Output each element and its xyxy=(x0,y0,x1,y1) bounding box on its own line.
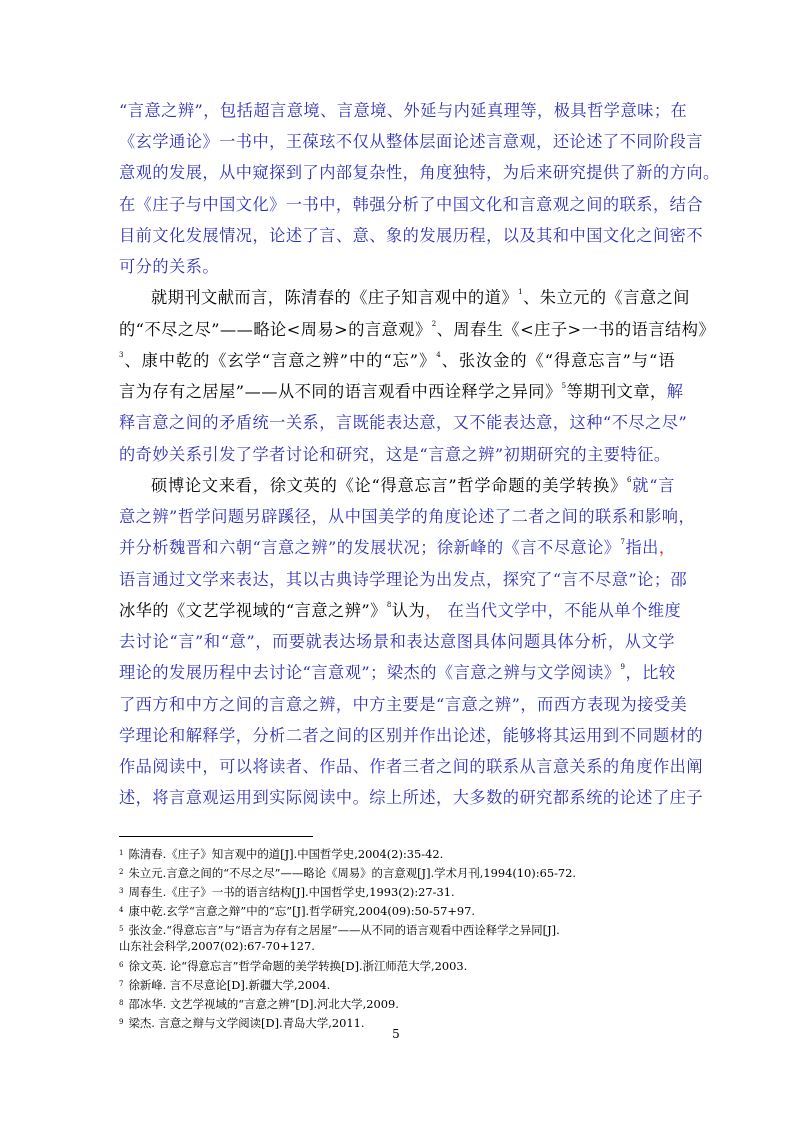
footnote-marker: 2 xyxy=(431,320,437,328)
paragraph-line: 冰华的《文艺学视域的“言意之辨”》$^8$认为， 在当代文学中，不能从单个维度 xyxy=(119,601,682,620)
footnote: $^7$ 徐新峰. 言不尽意论[D].新疆大学,2004. xyxy=(119,978,331,992)
footnote: $^2$ 朱立元.言意之间的“不尽之尽”——略论《周易》的言意观[J].学术月刊,1994(10):65-72. xyxy=(119,866,577,880)
paragraph-line: 并分析魏晋和六朝“言意之辨”的发展状况；徐新峰的《言不尽意论》$^7$指出， xyxy=(119,538,676,557)
footnote: $^5$ 张汝金.“得意忘言”与“语言为存有之居屋”——从不同的语言观看中西诠释学之异同[J]. xyxy=(119,923,560,937)
footnote: $^6$ 徐文英. 论“得意忘言”哲学命题的美学转换[D].浙江师范大学,2003. xyxy=(119,959,468,973)
footnote-marker: 8 xyxy=(386,601,392,609)
footnote-marker: 4 xyxy=(436,351,442,359)
paragraph-line: 释言意之间的矛盾统一关系，言既能表达意，又不能表达意，这种“不尽之尽” xyxy=(119,413,688,432)
paragraph-line: 去讨论“言”和“意”，而要就表达场景和表达意图具体问题具体分析，从文学 xyxy=(119,632,675,651)
paragraph-line: 语言通过文学来表达，其以古典诗学理论为出发点，探究了“言不尽意”论；邵 xyxy=(119,570,688,589)
paragraph-line: 目前文化发展情况，论述了言、意、象的发展历程，以及其和中国文化之间密不 xyxy=(119,226,704,245)
footnote: $^3$ 周春生.《庄子》一书的语言结构[J].中国哲学史,1993(2):27-31. xyxy=(119,885,455,899)
footnote-marker: 5 xyxy=(561,382,567,390)
page-number: 5 xyxy=(392,1027,400,1041)
paragraph-line: $^3$、康中乾的《玄学“言意之辨”中的“忘”》$^4$、张汝金的《“得意忘言”与“语 xyxy=(119,351,676,370)
paragraph-line: 作品阅读中，可以将读者、作品、作者三者之间的联系从言意关系的角度作出阐 xyxy=(119,757,704,776)
footnote-separator xyxy=(119,836,313,837)
footnote: $^8$ 邵冰华. 文艺学视域的“言意之辨”[D].河北大学,2009. xyxy=(119,997,399,1011)
paragraph-line: 言为存有之居屋”——从不同的语言观看中西诠释学之异同》$^5$等期刊文章，解 xyxy=(119,382,684,401)
footnote-marker: 9 xyxy=(620,663,626,671)
footnote-marker: 7 xyxy=(620,538,626,546)
footnote-marker: 1 xyxy=(518,288,524,296)
paragraph-line: 了西方和中方之间的言意之辨，中方主要是“言意之辨”，而西方表现为接受美 xyxy=(119,695,688,714)
paragraph-line: 在《庄子与中国文化》一书中，韩强分析了中国文化和言意观之间的联系，结合 xyxy=(119,195,704,214)
footnote: $^4$ 康中乾.玄学“言意之辩”中的“忘”[J].哲学研究,2004(09):50-57+97. xyxy=(119,904,476,918)
paragraph-line: 的奇妙关系引发了学者讨论和研究，这是“言意之辨”初期研究的主要特征。 xyxy=(119,445,671,464)
paragraph-line: 述，将言意观运用到实际阅读中。综上所述，大多数的研究都系统的论述了庄子 xyxy=(119,788,704,807)
footnote-marker: 3 xyxy=(119,351,124,359)
paragraph-line: 意观的发展，从中窥探到了内部复杂性，角度独特，为后来研究提供了新的方向。 xyxy=(119,163,720,182)
paragraph-line: 意之辨”哲学问题另辟蹊径，从中国美学的角度论述了二者之间的联系和影响， xyxy=(119,507,696,526)
footnote: $^9$ 梁杰. 言意之辩与文学阅读[D].青岛大学,2011. xyxy=(119,1016,365,1030)
paragraph-line: 就期刊文献而言，陈清春的《庄子知言观中的道》$^1$、朱立元的《言意之间 xyxy=(151,288,690,307)
paragraph-line: 理论的发展历程中去讨论“言意观”；梁杰的《言意之辨与文学阅读》$^9$，比较 xyxy=(119,663,676,682)
paragraph-line: 硕博论文来看，徐文英的《论“得意忘言”哲学命题的美学转换》$^6$就“言 xyxy=(151,476,675,495)
paragraph-line: 可分的关系。 xyxy=(119,257,220,276)
paragraph-line: 学理论和解释学，分析二者之间的区别并作出论述，能够将其运用到不同题材的 xyxy=(119,726,704,745)
paragraph-line: 的“不尽之尽”——略论<周易>的言意观》$^2$、周春生《<庄子>一书的语言结构》 xyxy=(119,320,716,339)
footnote-continuation: 山东社会科学,2007(02):67-70+127. xyxy=(119,939,315,953)
footnote: $^1$ 陈清春.《庄子》知言观中的道[J].中国哲学史,2004(2):35-42. xyxy=(119,847,444,861)
footnote-marker: 6 xyxy=(627,476,633,484)
paragraph-line: “言意之辨”，包括超言意境、言意境、外延与内延真理等，极具哲学意味；在 xyxy=(119,101,688,120)
paragraph-line: 《玄学通论》一书中，王葆玹不仅从整体层面论述言意观，还论述了不同阶段言 xyxy=(119,132,704,151)
